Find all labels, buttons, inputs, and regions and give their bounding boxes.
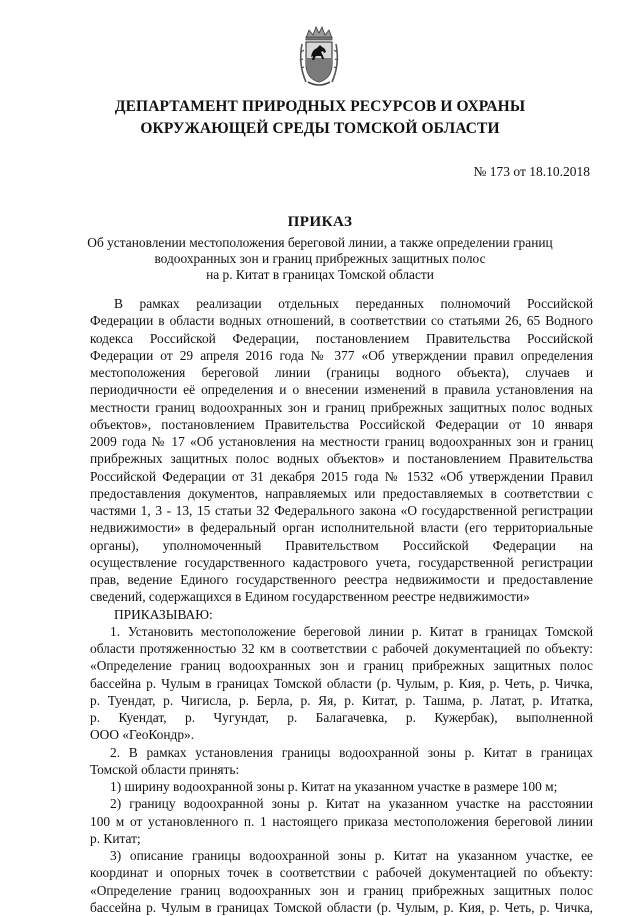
body-line: прав, ведение Единого государственного реестра недвижимости и предоставление [90,572,593,587]
body-line: Томской области принять: [90,761,240,777]
subject-line: Об установлении местоположения береговой линии, а также определении границ [87,235,553,250]
body-line: периодичности её определения и о внесении изменений в правила установления на [90,382,593,398]
body-line: осуществление государственного кадастрового учета, государственной регистрации [90,554,593,570]
body-line: ООО «ГеоКондр». [90,727,195,743]
department-line-1: ДЕПАРТАМЕНТ ПРИРОДНЫХ РЕСУРСОВ И ОХРАНЫ [114,98,526,115]
department-name [70,96,570,140]
body-line: 1. Установить местоположение береговой линии р. Китат в границах Томской [110,623,593,639]
body-line-orders: ПРИКАЗЫВАЮ: [114,606,213,622]
body-line: частями 1, 3 - 13, 15 статьи 32 Федерального закона «О государственной регистрации [90,503,593,518]
body-line: координат и опорных точек в соответствии с рабочей документацией по объекту: [90,865,593,881]
body-line: р. Туендат, р. Чигисла, р. Берла, р. Яя, р. Китат, р. Ташма, р. Латат, р. Итатка, [90,692,593,708]
body-line: 100 м от установленного п. 1 настоящего приказа местоположения береговой линии [90,813,593,829]
order-number: № 173 от 18.10.2018 [473,164,590,179]
body-line: 2. В рамках установления границы водоохранной зоны р. Китат в границах [110,744,593,760]
body-line: «Определение границ водоохранных зон и границ прибрежных защитных полос [90,658,593,674]
tomsk-coat-of-arms-icon [296,24,342,90]
body-line: бассейна р. Чулым в границах Томской области (р. Чулым, р. Кия, р. Четь, р. Чичка, [90,899,593,915]
body-line: «Определение границ водоохранных зон и границ прибрежных защитных полос [90,882,593,898]
body-line: органы), уполномоченный Правительством Российской Федерации на [90,537,593,553]
body-line: Федерации от 29 апреля 2016 года № 377 «Об утверждении правил определения [90,347,593,363]
body-line: местоположения береговой линии (границы водного объекта), случаев и [90,365,593,380]
order-subject [60,235,580,284]
body-line: В рамках реализации отдельных переданных полномочий Российской [114,296,593,311]
body-line: сведений, содержащихся в Едином государственном реестре недвижимости» [90,589,530,605]
order-body [90,295,593,916]
body-line: кодекса Российской Федерации, постановлением Правительства Российской [90,330,593,346]
body-line: р. Китат; [90,830,141,846]
subject-line: водоохранных зон и границ прибрежных защитных полос [154,251,486,267]
body-line: Российской Федерации от 31 декабря 2015 года № 1532 «Об утверждении Правил [90,468,593,484]
body-line: прибрежных защитных полос водных объектов» и постановлением Правительства [90,451,593,467]
body-line: бассейна р. Чулым в границах Томской области (р. Чулым, р. Кия, р. Четь, р. Чичка, [90,675,593,691]
body-line: 2009 года № 17 «Об установления на местности границ водоохранных зон и границ [90,434,593,449]
body-line: Федерации в области водных отношений, в соответствии со статьями 26, 65 Водного [90,313,593,329]
body-line: местности границ водоохранных зон и границ прибрежных защитных полос водных [90,399,593,415]
body-line: 1) ширину водоохранной зоны р. Китат на указанном участке в размере 100 м; [110,779,558,794]
body-line: 2) границу водоохранной зоны р. Китат на указанном участке на расстоянии [110,796,593,812]
body-line: области протяженностью 32 км в соответствии с рабочей документацией по объекту: [90,641,593,656]
body-line: предоставления документов, направляемых или предоставляемых в соответствии с [90,485,593,501]
body-line: 3) описание границы водоохранной зоны р. Китат на указанном участке, ее [110,848,593,863]
document-title: ПРИКАЗ [287,214,353,230]
body-line: р. Куендат, р. Чугундат, р. Балагачевка, р. Кужербак), выполненной [90,710,593,725]
subject-line: на р. Китат в границах Томской области [206,267,434,283]
body-line: объектов», постановлением Правительства Российской Федерации от 10 января [90,416,593,432]
body-line: недвижимости» в федеральный орган исполнительной власти (его территориальные [90,520,593,536]
department-line-2: ОКРУЖАЮЩЕЙ СРЕДЫ ТОМСКОЙ ОБЛАСТИ [140,120,500,137]
